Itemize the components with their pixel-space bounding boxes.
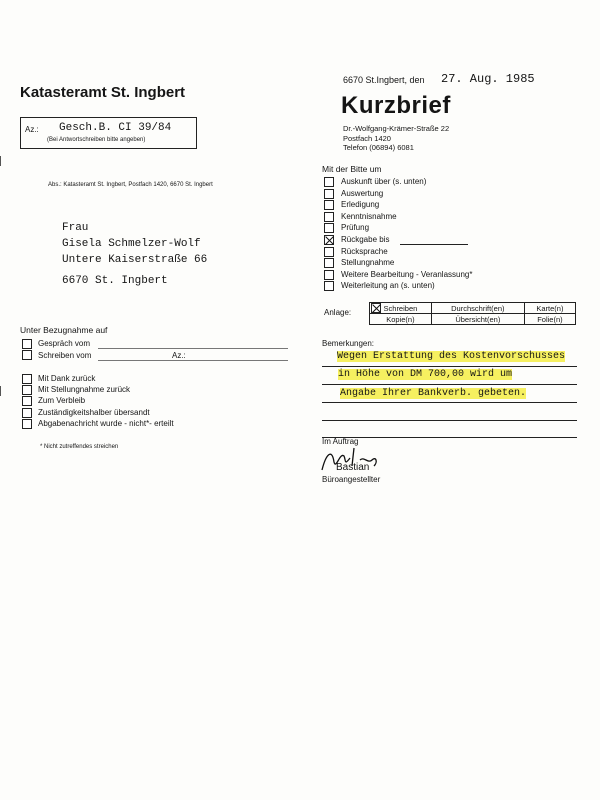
request-item-label: Kenntnisnahme <box>341 211 397 221</box>
sender-line: Abs.: Katasteramt St. Ingbert, Postfach 1420, 6670 St. Ingbert <box>48 182 213 188</box>
request-item-label: Rücksprache <box>341 246 388 256</box>
attachment-overview[interactable]: Übersicht(en) <box>431 314 524 325</box>
request-item-checkbox[interactable] <box>324 177 334 187</box>
conversation-checkbox[interactable] <box>22 339 32 349</box>
address-street: Dr.-Wolfgang-Krämer-Straße 22 <box>343 124 450 133</box>
conversation-line <box>98 348 288 349</box>
return-option-checkbox[interactable] <box>22 374 32 384</box>
remarks-line-4 <box>322 420 577 421</box>
attachment-letter[interactable]: Schreiben <box>370 303 432 314</box>
attachments-label: Anlage: <box>324 308 352 317</box>
reference-note: (Bei Antwortschreiben bitte angeben) <box>47 137 146 143</box>
reference-value: Gesch.B. CI 39/84 <box>59 122 172 134</box>
on-behalf-label: Im Auftrag <box>322 437 359 446</box>
remarks-line-3 <box>322 402 577 403</box>
attachment-copy[interactable]: Kopie(n) <box>370 314 432 325</box>
request-item-label: Stellungnahme <box>341 258 395 268</box>
request-item-checkbox[interactable] <box>324 281 334 291</box>
return-option-checkbox[interactable] <box>22 396 32 406</box>
request-item-label: Weitere Bearbeitung - Veranlassung* <box>341 269 473 279</box>
request-item-label: Auskunft über (s. unten) <box>341 177 427 186</box>
remarks-text-3: Angabe Ihrer Bankverb. gebeten. <box>340 388 527 399</box>
remarks-line-1 <box>322 366 577 367</box>
reference-to-title: Unter Bezugnahme auf <box>20 325 108 335</box>
letter-line <box>98 360 288 361</box>
return-option-label: Abgabenachricht wurde - nicht*- erteilt <box>38 418 174 428</box>
request-item-checkbox[interactable] <box>324 258 334 268</box>
remarks-title: Bemerkungen: <box>322 339 375 348</box>
signer-title: Büroangestellter <box>322 475 381 484</box>
request-item-checkbox[interactable] <box>324 223 334 233</box>
attachments-table <box>369 302 576 325</box>
request-item-checkbox[interactable] <box>324 235 334 245</box>
address-phone: Telefon (06894) 6081 <box>343 143 414 152</box>
office-address <box>343 124 449 153</box>
letter-from-label: Schreiben vom <box>38 351 92 360</box>
request-item-checkbox[interactable] <box>324 189 334 199</box>
remarks-text-1: Wegen Erstattung des Kostenvorschusses <box>337 351 566 362</box>
letter-from-az-label: Az.: <box>172 351 186 360</box>
footnote: * Nicht zutreffendes streichen <box>40 444 119 450</box>
recipient-salutation: Frau <box>62 222 89 234</box>
request-item-label: Auswertung <box>341 188 384 198</box>
punch-mark-top <box>0 156 4 166</box>
return-option-checkbox[interactable] <box>22 408 32 418</box>
request-item-label: Prüfung <box>341 223 370 233</box>
return-option-label: Mit Dank zurück <box>38 374 96 383</box>
request-item-label: Erledigung <box>341 200 380 210</box>
request-title: Mit der Bitte um <box>322 164 382 174</box>
attachment-map[interactable]: Karte(n) <box>524 303 575 314</box>
doc-type-title: Kurzbrief <box>341 92 451 119</box>
attachment-copy-carbon[interactable]: Durchschrift(en) <box>431 303 524 314</box>
reference-box <box>20 117 197 149</box>
letter-date: 27. Aug. 1985 <box>441 72 535 86</box>
letter-from-checkbox[interactable] <box>22 350 32 360</box>
recipient-street: Untere Kaiserstraße 66 <box>62 254 208 266</box>
attachment-foil[interactable]: Folie(n) <box>524 314 575 325</box>
request-item-label: Weiterleitung an (s. unten) <box>341 281 435 291</box>
return-option-label: Zum Verbleib <box>38 396 86 406</box>
return-option-label: Mit Stellungnahme zurück <box>38 385 131 395</box>
office-name: Katasteramt St. Ingbert <box>20 84 186 101</box>
place-date-label: 6670 St.Ingbert, den <box>343 75 425 85</box>
request-item-checkbox[interactable] <box>324 247 334 257</box>
return-option-checkbox[interactable] <box>22 385 32 395</box>
request-item-label: Rückgabe bis <box>341 235 390 244</box>
return-option-checkbox[interactable] <box>22 419 32 429</box>
signer-name: Bastian <box>336 462 370 473</box>
recipient-name: Gisela Schmelzer-Wolf <box>62 238 201 250</box>
recipient-city: 6670 St. Ingbert <box>62 275 168 287</box>
request-item-checkbox[interactable] <box>324 212 334 222</box>
conversation-label: Gespräch vom <box>38 339 91 348</box>
reference-label: Az.: <box>25 125 39 134</box>
request-item-checkbox[interactable] <box>324 200 334 210</box>
return-option-label: Zuständigkeitshalber übersandt <box>38 407 150 417</box>
punch-mark-bottom <box>0 386 4 396</box>
remarks-line-2 <box>322 384 577 385</box>
attachment-letter-checkbox[interactable] <box>371 303 381 313</box>
return-by-line <box>400 244 468 245</box>
request-item-checkbox[interactable] <box>324 270 334 280</box>
remarks-text-2: in Höhe von DM 700,00 wird um <box>338 369 513 380</box>
remarks-line-5 <box>322 437 577 438</box>
address-po-box: Postfach 1420 <box>343 133 391 143</box>
recipient-address <box>62 220 207 289</box>
